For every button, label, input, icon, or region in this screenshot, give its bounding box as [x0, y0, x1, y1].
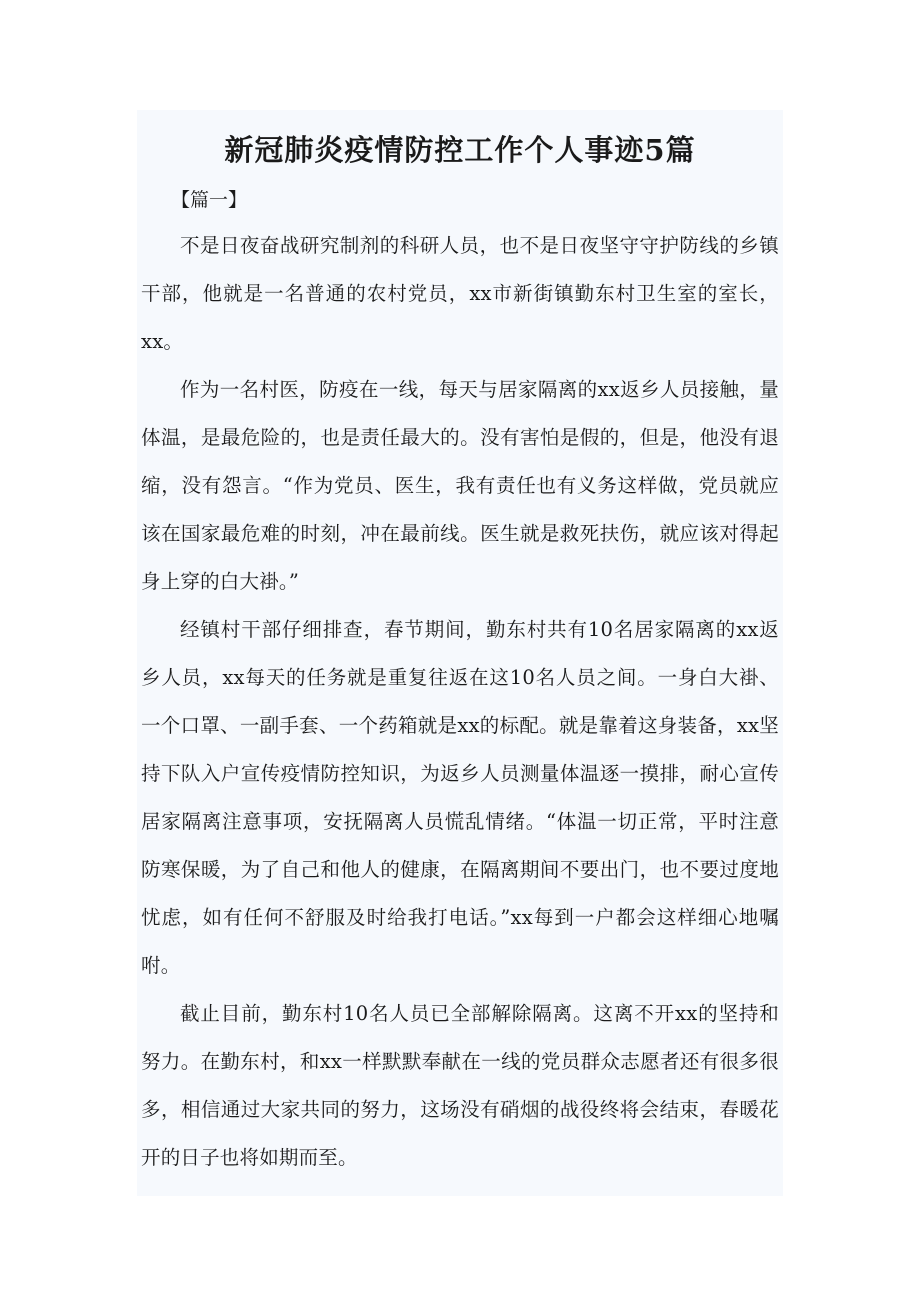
paragraph-1: 不是日夜奋战研究制剂的科研人员，也不是日夜坚守守护防线的乡镇干部，他就是一名普通的农村党员，xx市新街镇勤东村卫生室的室长，xx。	[141, 234, 779, 353]
document-body	[137, 110, 783, 1196]
paragraph-4: 截止目前，勤东村10名人员已全部解除隔离。这离不开xx的坚持和努力。在勤东村，和xx一样默默奉献在一线的党员群众志愿者还有很多很多，相信通过大家共同的努力，这场没有硝烟的战役终将会结束，春暖花开的日子也将如期而至。	[141, 1002, 779, 1169]
paragraph-2: 作为一名村医，防疫在一线，每天与居家隔离的xx返乡人员接触，量体温，是最危险的，也是责任最大的。没有害怕是假的，但是，他没有退缩，没有怨言。“作为党员、医生，我有责任也有义务这样做，党员就应该在国家最危难的时刻，冲在最前线。医生就是救死扶伤，就应该对得起身上穿的白大褂。”	[141, 378, 779, 593]
section-label: 【篇一】	[171, 189, 248, 211]
paragraph-3: 经镇村干部仔细排查，春节期间，勤东村共有10名居家隔离的xx返乡人员，xx每天的任务就是重复往返在这10名人员之间。一身白大褂、一个口罩、一副手套、一个药箱就是xx的标配。就是靠着这身装备，xx坚持下队入户宣传疫情防控知识，为返乡人员测量体温逐一摸排，耐心宣传居家隔离注意事项，安抚隔离人员慌乱情绪。“体温一切正常，平时注意防寒保暖，为了自己和他人的健康，在隔离期间不要出门，也不要过度地忧虑，如有任何不舒服及时给我打电话。”xx每到一户都会这样细心地嘱咐。	[141, 618, 779, 977]
document-title: 新冠肺炎疫情防控工作个人事迹5篇	[224, 133, 696, 167]
